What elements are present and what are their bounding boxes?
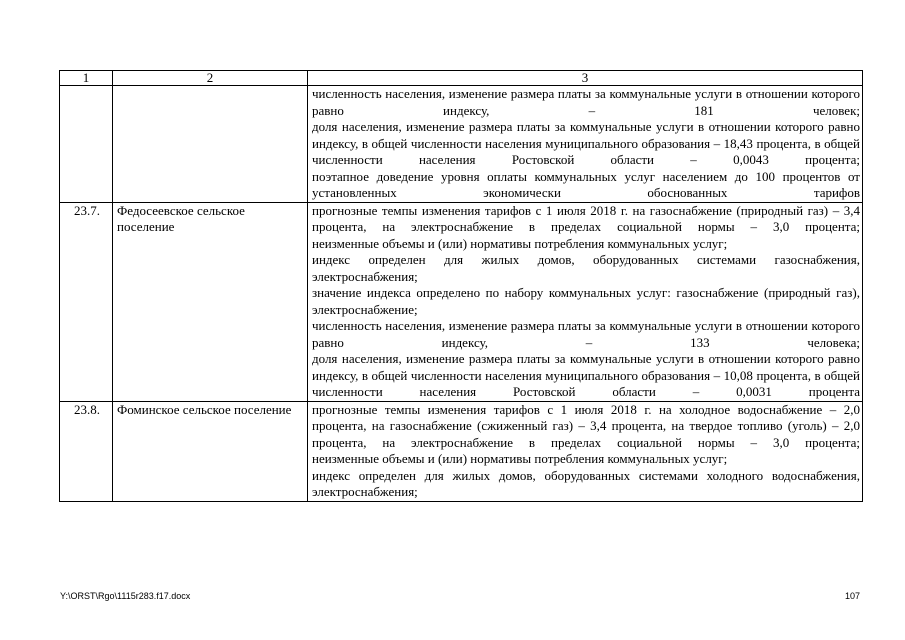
tariff-table	[59, 70, 863, 502]
description-paragraph: доля населения, изменение размера платы за коммунальные услуги в отношении которого равно индексу, в общей численности населения муниципального образования – 18,43 процента, в общей численности населения Ростовской области – 0,0043 процента;	[312, 119, 860, 167]
table-row	[60, 401, 863, 501]
description-paragraph: индекс определен для жилых домов, оборудованных системами газоснабжения, электроснабжения;	[312, 252, 860, 284]
row-number-cell	[60, 86, 113, 203]
column-number-header-row	[60, 71, 863, 86]
column-number-1: 1	[60, 71, 113, 86]
settlement-name-cell	[113, 86, 308, 203]
table-row-continued	[60, 86, 863, 203]
settlement-name-cell: Фоминское сельское поселение	[113, 401, 308, 501]
column-number-2: 2	[113, 71, 308, 86]
description-paragraph: неизменные объемы и (или) нормативы потребления коммунальных услуг;	[312, 235, 728, 251]
document-file-path: Y:\ORST\Rgo\1115r283.f17.docx	[60, 591, 191, 601]
description-paragraph: поэтапное доведение уровня оплаты коммунальных услуг населением до 100 процентов от установленных экономически обоснованных тарифов	[312, 168, 860, 200]
row-description-cell	[308, 401, 863, 501]
description-paragraph: численность населения, изменение размера платы за коммунальные услуги в отношении которого равно индексу, – 181 человек;	[312, 86, 860, 118]
description-paragraph: доля населения, изменение размера платы за коммунальные услуги в отношении которого равно индексу, в общей численности населения муниципального образования – 10,08 процента, в общей численности населения Ростовской области – 0,0031 процента	[312, 351, 860, 399]
settlement-name-cell: Федосеевское сельское поселение	[113, 202, 308, 401]
row-description-cell	[308, 202, 863, 401]
row-number-cell: 23.7.	[60, 202, 113, 401]
row-number-cell: 23.8.	[60, 401, 113, 501]
row-description-cell	[308, 86, 863, 203]
description-paragraph: индекс определен для жилых домов, оборудованных системами холодного водоснабжения, электроснабжения;	[312, 467, 860, 499]
table-row	[60, 202, 863, 401]
description-paragraph: прогнозные темпы изменения тарифов с 1 июля 2018 г. на холодное водоснабжение – 2,0 процента, на газоснабжение (сжиженный газ) – 3,4 процента, на твердое топливо (уголь) – 2,0 процента, на электроснабжение в пределах социальной нормы – 3,0 процента;	[312, 401, 860, 450]
page-number: 107	[844, 591, 860, 601]
description-paragraph: неизменные объемы и (или) нормативы потребления коммунальных услуг;	[312, 451, 728, 466]
column-number-3: 3	[308, 71, 863, 86]
description-paragraph: прогнозные темпы изменения тарифов с 1 июля 2018 г. на газоснабжение (природный газ) – 3,4 процента, на электроснабжение в пределах социальной нормы – 3,0 процента;	[312, 202, 860, 234]
description-paragraph: значение индекса определено по набору коммунальных услуг: газоснабжение (природный газ), электроснабжение;	[312, 285, 860, 317]
description-paragraph: численность населения, изменение размера платы за коммунальные услуги в отношении которого равно индексу, – 133 человека;	[312, 318, 860, 350]
